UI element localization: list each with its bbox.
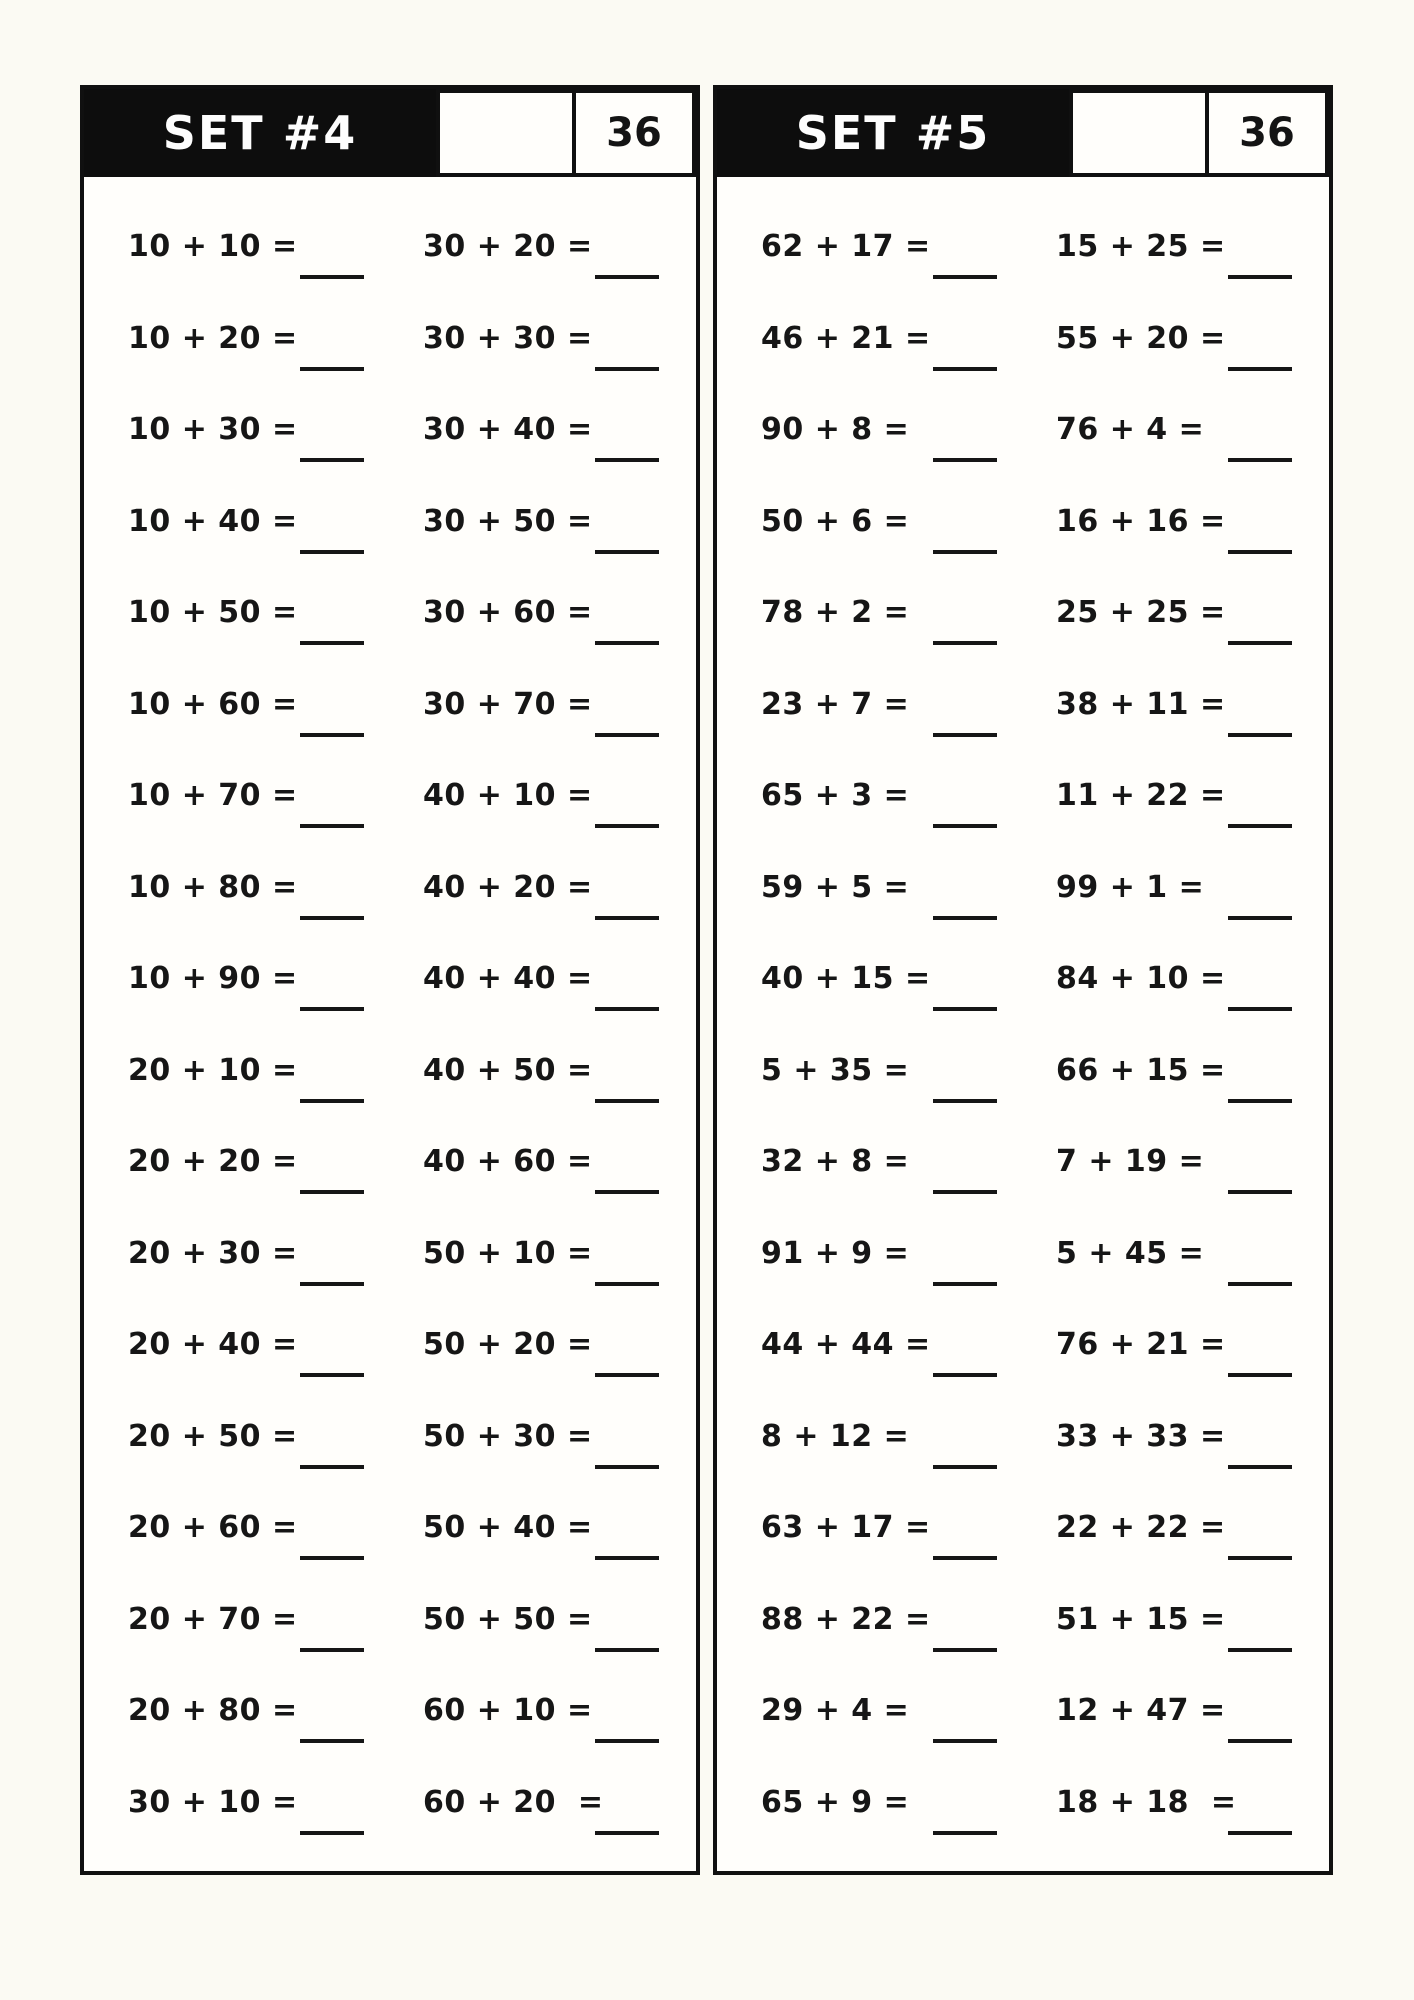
problem-expression: 20 + 20 = <box>128 1144 298 1179</box>
problem-row <box>1056 1785 1329 1877</box>
problem-row <box>423 1693 696 1785</box>
problem-expression: 5 + 45 = <box>1056 1235 1205 1271</box>
problem-row <box>423 1053 696 1145</box>
answer-blank <box>1228 1373 1292 1377</box>
answer-blank <box>1228 275 1292 279</box>
answer-blank <box>933 458 997 462</box>
problem-expression: 91 + 9 = <box>761 1235 910 1271</box>
answer-blank <box>933 275 997 279</box>
answer-blank <box>933 1648 997 1652</box>
problem-row <box>761 1693 1034 1785</box>
problem-expression: 30 + 50 = <box>423 503 593 539</box>
problem-expression: 11 + 22 = <box>1056 778 1226 813</box>
problem-row <box>1056 1510 1329 1602</box>
problem-row <box>1056 1419 1329 1511</box>
problem-row <box>1056 778 1329 870</box>
problem-expression: 20 + 70 = <box>128 1601 298 1637</box>
answer-blank <box>933 1373 997 1377</box>
answer-blank <box>595 367 659 371</box>
problem-row <box>128 778 401 870</box>
problem-row <box>128 1053 401 1145</box>
problem-row <box>423 1419 696 1511</box>
problem-row <box>423 412 696 504</box>
problem-row <box>1056 1327 1329 1419</box>
answer-blank <box>300 1099 364 1103</box>
problem-row <box>128 1327 401 1419</box>
answer-blank <box>933 1739 997 1743</box>
problem-row <box>761 1510 1034 1602</box>
answer-blank <box>1228 1831 1292 1835</box>
problem-expression: 20 + 30 = <box>128 1235 298 1271</box>
problem-row <box>761 1236 1034 1328</box>
problem-expression: 30 + 40 = <box>423 412 593 447</box>
answer-blank <box>933 1282 997 1286</box>
set-4-problem-column-1 <box>84 229 401 1876</box>
problem-expression: 40 + 15 = <box>761 961 931 996</box>
problem-row <box>423 687 696 779</box>
set-5-problem-column-1 <box>717 229 1034 1876</box>
problem-row <box>761 687 1034 779</box>
problem-row <box>761 961 1034 1053</box>
problem-row <box>128 687 401 779</box>
worksheet-set-5-panel <box>713 85 1333 1875</box>
answer-blank <box>1228 1648 1292 1652</box>
problem-row <box>423 229 696 321</box>
problem-expression: 59 + 5 = <box>761 869 910 905</box>
problem-expression: 50 + 20 = <box>423 1327 593 1362</box>
problem-expression: 10 + 30 = <box>128 412 298 447</box>
problem-expression: 40 + 10 = <box>423 778 593 813</box>
problem-expression: 50 + 40 = <box>423 1510 593 1545</box>
problem-row <box>1056 1236 1329 1328</box>
answer-blank <box>595 550 659 554</box>
problem-expression: 99 + 1 = <box>1056 869 1205 905</box>
problem-row <box>1056 687 1329 779</box>
answer-blank <box>595 1831 659 1835</box>
answer-blank <box>300 641 364 645</box>
answer-blank <box>1228 1190 1292 1194</box>
problem-row <box>1056 870 1329 962</box>
problem-expression: 88 + 22 = <box>761 1601 931 1637</box>
problem-expression: 20 + 60 = <box>128 1510 298 1545</box>
answer-blank <box>300 1373 364 1377</box>
answer-blank <box>300 458 364 462</box>
problem-expression: 40 + 20 = <box>423 869 593 905</box>
problem-expression: 20 + 50 = <box>128 1418 298 1454</box>
problem-expression: 7 + 19 = <box>1056 1144 1205 1179</box>
answer-blank <box>300 1739 364 1743</box>
problem-expression: 29 + 4 = <box>761 1693 910 1728</box>
problem-expression: 10 + 40 = <box>128 503 298 539</box>
answer-blank <box>300 1007 364 1011</box>
answer-blank <box>300 733 364 737</box>
problem-expression: 33 + 33 = <box>1056 1418 1226 1454</box>
problem-row <box>128 1693 401 1785</box>
answer-blank <box>1228 1007 1292 1011</box>
answer-blank <box>595 1007 659 1011</box>
problem-row <box>1056 321 1329 413</box>
set-4-score-box <box>436 89 576 177</box>
answer-blank <box>300 824 364 828</box>
problem-row <box>761 870 1034 962</box>
answer-blank <box>933 1831 997 1835</box>
problem-expression: 30 + 30 = <box>423 320 593 356</box>
problem-row <box>423 321 696 413</box>
problem-row <box>423 504 696 596</box>
problem-expression: 10 + 80 = <box>128 869 298 905</box>
problem-expression: 30 + 60 = <box>423 595 593 630</box>
answer-blank <box>933 641 997 645</box>
problem-expression: 50 + 50 = <box>423 1601 593 1637</box>
problem-row <box>128 1419 401 1511</box>
set-4-problem-area <box>84 177 696 1876</box>
problem-row <box>128 870 401 962</box>
worksheet-set-4-panel <box>80 85 700 1875</box>
problem-row <box>761 595 1034 687</box>
answer-blank <box>933 824 997 828</box>
problem-expression: 40 + 50 = <box>423 1052 593 1088</box>
answer-blank <box>595 1556 659 1560</box>
problem-row <box>1056 229 1329 321</box>
problem-expression: 65 + 3 = <box>761 778 910 813</box>
problem-expression: 32 + 8 = <box>761 1144 910 1179</box>
problem-expression: 20 + 10 = <box>128 1052 298 1088</box>
answer-blank <box>595 1282 659 1286</box>
problem-expression: 51 + 15 = <box>1056 1601 1226 1637</box>
answer-blank <box>300 1282 364 1286</box>
answer-blank <box>1228 1465 1292 1469</box>
problem-row <box>761 1327 1034 1419</box>
problem-row <box>761 229 1034 321</box>
problem-row <box>423 1785 696 1877</box>
problem-expression: 62 + 17 = <box>761 229 931 264</box>
problem-expression: 22 + 22 = <box>1056 1510 1226 1545</box>
problem-expression: 44 + 44 = <box>761 1327 931 1362</box>
problem-expression: 12 + 47 = <box>1056 1693 1226 1728</box>
answer-blank <box>300 1556 364 1560</box>
problem-row <box>761 1419 1034 1511</box>
answer-blank <box>300 275 364 279</box>
answer-blank <box>1228 1556 1292 1560</box>
answer-blank <box>595 733 659 737</box>
answer-blank <box>933 1190 997 1194</box>
answer-blank <box>595 1099 659 1103</box>
problem-row <box>423 1510 696 1602</box>
set-4-problem-column-2 <box>401 229 696 1876</box>
problem-row <box>1056 961 1329 1053</box>
problem-expression: 50 + 30 = <box>423 1418 593 1454</box>
problem-expression: 10 + 10 = <box>128 229 298 264</box>
problem-expression: 10 + 50 = <box>128 595 298 630</box>
problem-expression: 40 + 60 = <box>423 1144 593 1179</box>
problem-row <box>1056 412 1329 504</box>
answer-blank <box>595 1373 659 1377</box>
problem-row <box>128 961 401 1053</box>
answer-blank <box>595 1190 659 1194</box>
answer-blank <box>595 275 659 279</box>
problem-row <box>423 778 696 870</box>
problem-expression: 8 + 12 = <box>761 1418 910 1454</box>
set-5-problem-column-2 <box>1034 229 1329 1876</box>
problem-row <box>423 1236 696 1328</box>
answer-blank <box>300 1831 364 1835</box>
answer-blank <box>933 1099 997 1103</box>
problem-expression: 40 + 40 = <box>423 961 593 996</box>
answer-blank <box>300 1465 364 1469</box>
problem-expression: 10 + 70 = <box>128 778 298 813</box>
problem-row <box>423 595 696 687</box>
problem-expression: 38 + 11 = <box>1056 686 1226 722</box>
set-5-title: SET #5 <box>717 89 1069 177</box>
problem-row <box>1056 1144 1329 1236</box>
problem-expression: 30 + 20 = <box>423 229 593 264</box>
problem-row <box>128 1602 401 1694</box>
problem-row <box>1056 1053 1329 1145</box>
problem-row <box>128 229 401 321</box>
answer-blank <box>595 1465 659 1469</box>
answer-blank <box>595 824 659 828</box>
problem-row <box>128 1236 401 1328</box>
answer-blank <box>1228 824 1292 828</box>
problem-row <box>423 1327 696 1419</box>
answer-blank <box>933 367 997 371</box>
problem-expression: 50 + 10 = <box>423 1235 593 1271</box>
problem-expression: 50 + 6 = <box>761 503 910 539</box>
answer-blank <box>1228 1739 1292 1743</box>
problem-expression: 10 + 20 = <box>128 320 298 356</box>
answer-blank <box>1228 1099 1292 1103</box>
problem-row <box>423 1602 696 1694</box>
problem-row <box>761 321 1034 413</box>
problem-expression: 5 + 35 = <box>761 1052 910 1088</box>
problem-expression: 30 + 10 = <box>128 1784 298 1820</box>
problem-expression: 23 + 7 = <box>761 686 910 722</box>
problem-expression: 10 + 90 = <box>128 961 298 996</box>
set-5-header <box>717 89 1329 177</box>
answer-blank <box>933 916 997 920</box>
answer-blank <box>933 1556 997 1560</box>
set-5-total-box: 36 <box>1209 89 1329 177</box>
problem-expression: 10 + 60 = <box>128 686 298 722</box>
problem-row <box>761 778 1034 870</box>
problem-expression: 20 + 40 = <box>128 1327 298 1362</box>
answer-blank <box>933 1465 997 1469</box>
answer-blank <box>933 550 997 554</box>
problem-row <box>128 321 401 413</box>
answer-blank <box>300 367 364 371</box>
problem-row <box>128 1144 401 1236</box>
answer-blank <box>595 1739 659 1743</box>
problem-expression: 16 + 16 = <box>1056 503 1226 539</box>
problem-row <box>423 1144 696 1236</box>
answer-blank <box>595 641 659 645</box>
answer-blank <box>300 1190 364 1194</box>
answer-blank <box>933 1007 997 1011</box>
answer-blank <box>300 916 364 920</box>
answer-blank <box>1228 550 1292 554</box>
problem-expression: 76 + 21 = <box>1056 1327 1226 1362</box>
set-4-total-box: 36 <box>576 89 696 177</box>
problem-expression: 55 + 20 = <box>1056 320 1226 356</box>
problem-expression: 20 + 80 = <box>128 1693 298 1728</box>
problem-row <box>761 504 1034 596</box>
problem-expression: 76 + 4 = <box>1056 412 1205 447</box>
answer-blank <box>1228 458 1292 462</box>
problem-expression: 84 + 10 = <box>1056 961 1226 996</box>
problem-row <box>128 1510 401 1602</box>
problem-expression: 90 + 8 = <box>761 412 910 447</box>
problem-row <box>761 1053 1034 1145</box>
answer-blank <box>1228 733 1292 737</box>
problem-row <box>1056 1602 1329 1694</box>
problem-expression: 25 + 25 = <box>1056 595 1226 630</box>
problem-row <box>128 595 401 687</box>
answer-blank <box>1228 367 1292 371</box>
answer-blank <box>595 458 659 462</box>
answer-blank <box>1228 1282 1292 1286</box>
answer-blank <box>300 550 364 554</box>
problem-expression: 30 + 70 = <box>423 686 593 722</box>
problem-expression: 78 + 2 = <box>761 595 910 630</box>
set-5-problem-area <box>717 177 1329 1876</box>
problem-expression: 15 + 25 = <box>1056 229 1226 264</box>
problem-expression: 65 + 9 = <box>761 1784 910 1820</box>
answer-blank <box>300 1648 364 1652</box>
problem-expression: 60 + 20 = <box>423 1784 604 1820</box>
problem-expression: 60 + 10 = <box>423 1693 593 1728</box>
problem-row <box>761 412 1034 504</box>
set-4-header <box>84 89 696 177</box>
answer-blank <box>1228 916 1292 920</box>
problem-expression: 66 + 15 = <box>1056 1052 1226 1088</box>
problem-row <box>128 504 401 596</box>
answer-blank <box>595 916 659 920</box>
problem-row <box>128 412 401 504</box>
problem-expression: 63 + 17 = <box>761 1510 931 1545</box>
problem-row <box>128 1785 401 1877</box>
problem-row <box>761 1144 1034 1236</box>
set-5-score-box <box>1069 89 1209 177</box>
problem-row <box>761 1602 1034 1694</box>
problem-row <box>761 1785 1034 1877</box>
answer-blank <box>933 733 997 737</box>
problem-row <box>1056 504 1329 596</box>
set-4-title: SET #4 <box>84 89 436 177</box>
answer-blank <box>595 1648 659 1652</box>
problem-row <box>1056 595 1329 687</box>
problem-row <box>423 870 696 962</box>
answer-blank <box>1228 641 1292 645</box>
problem-row <box>1056 1693 1329 1785</box>
problem-row <box>423 961 696 1053</box>
problem-expression: 46 + 21 = <box>761 320 931 356</box>
problem-expression: 18 + 18 = <box>1056 1784 1237 1820</box>
